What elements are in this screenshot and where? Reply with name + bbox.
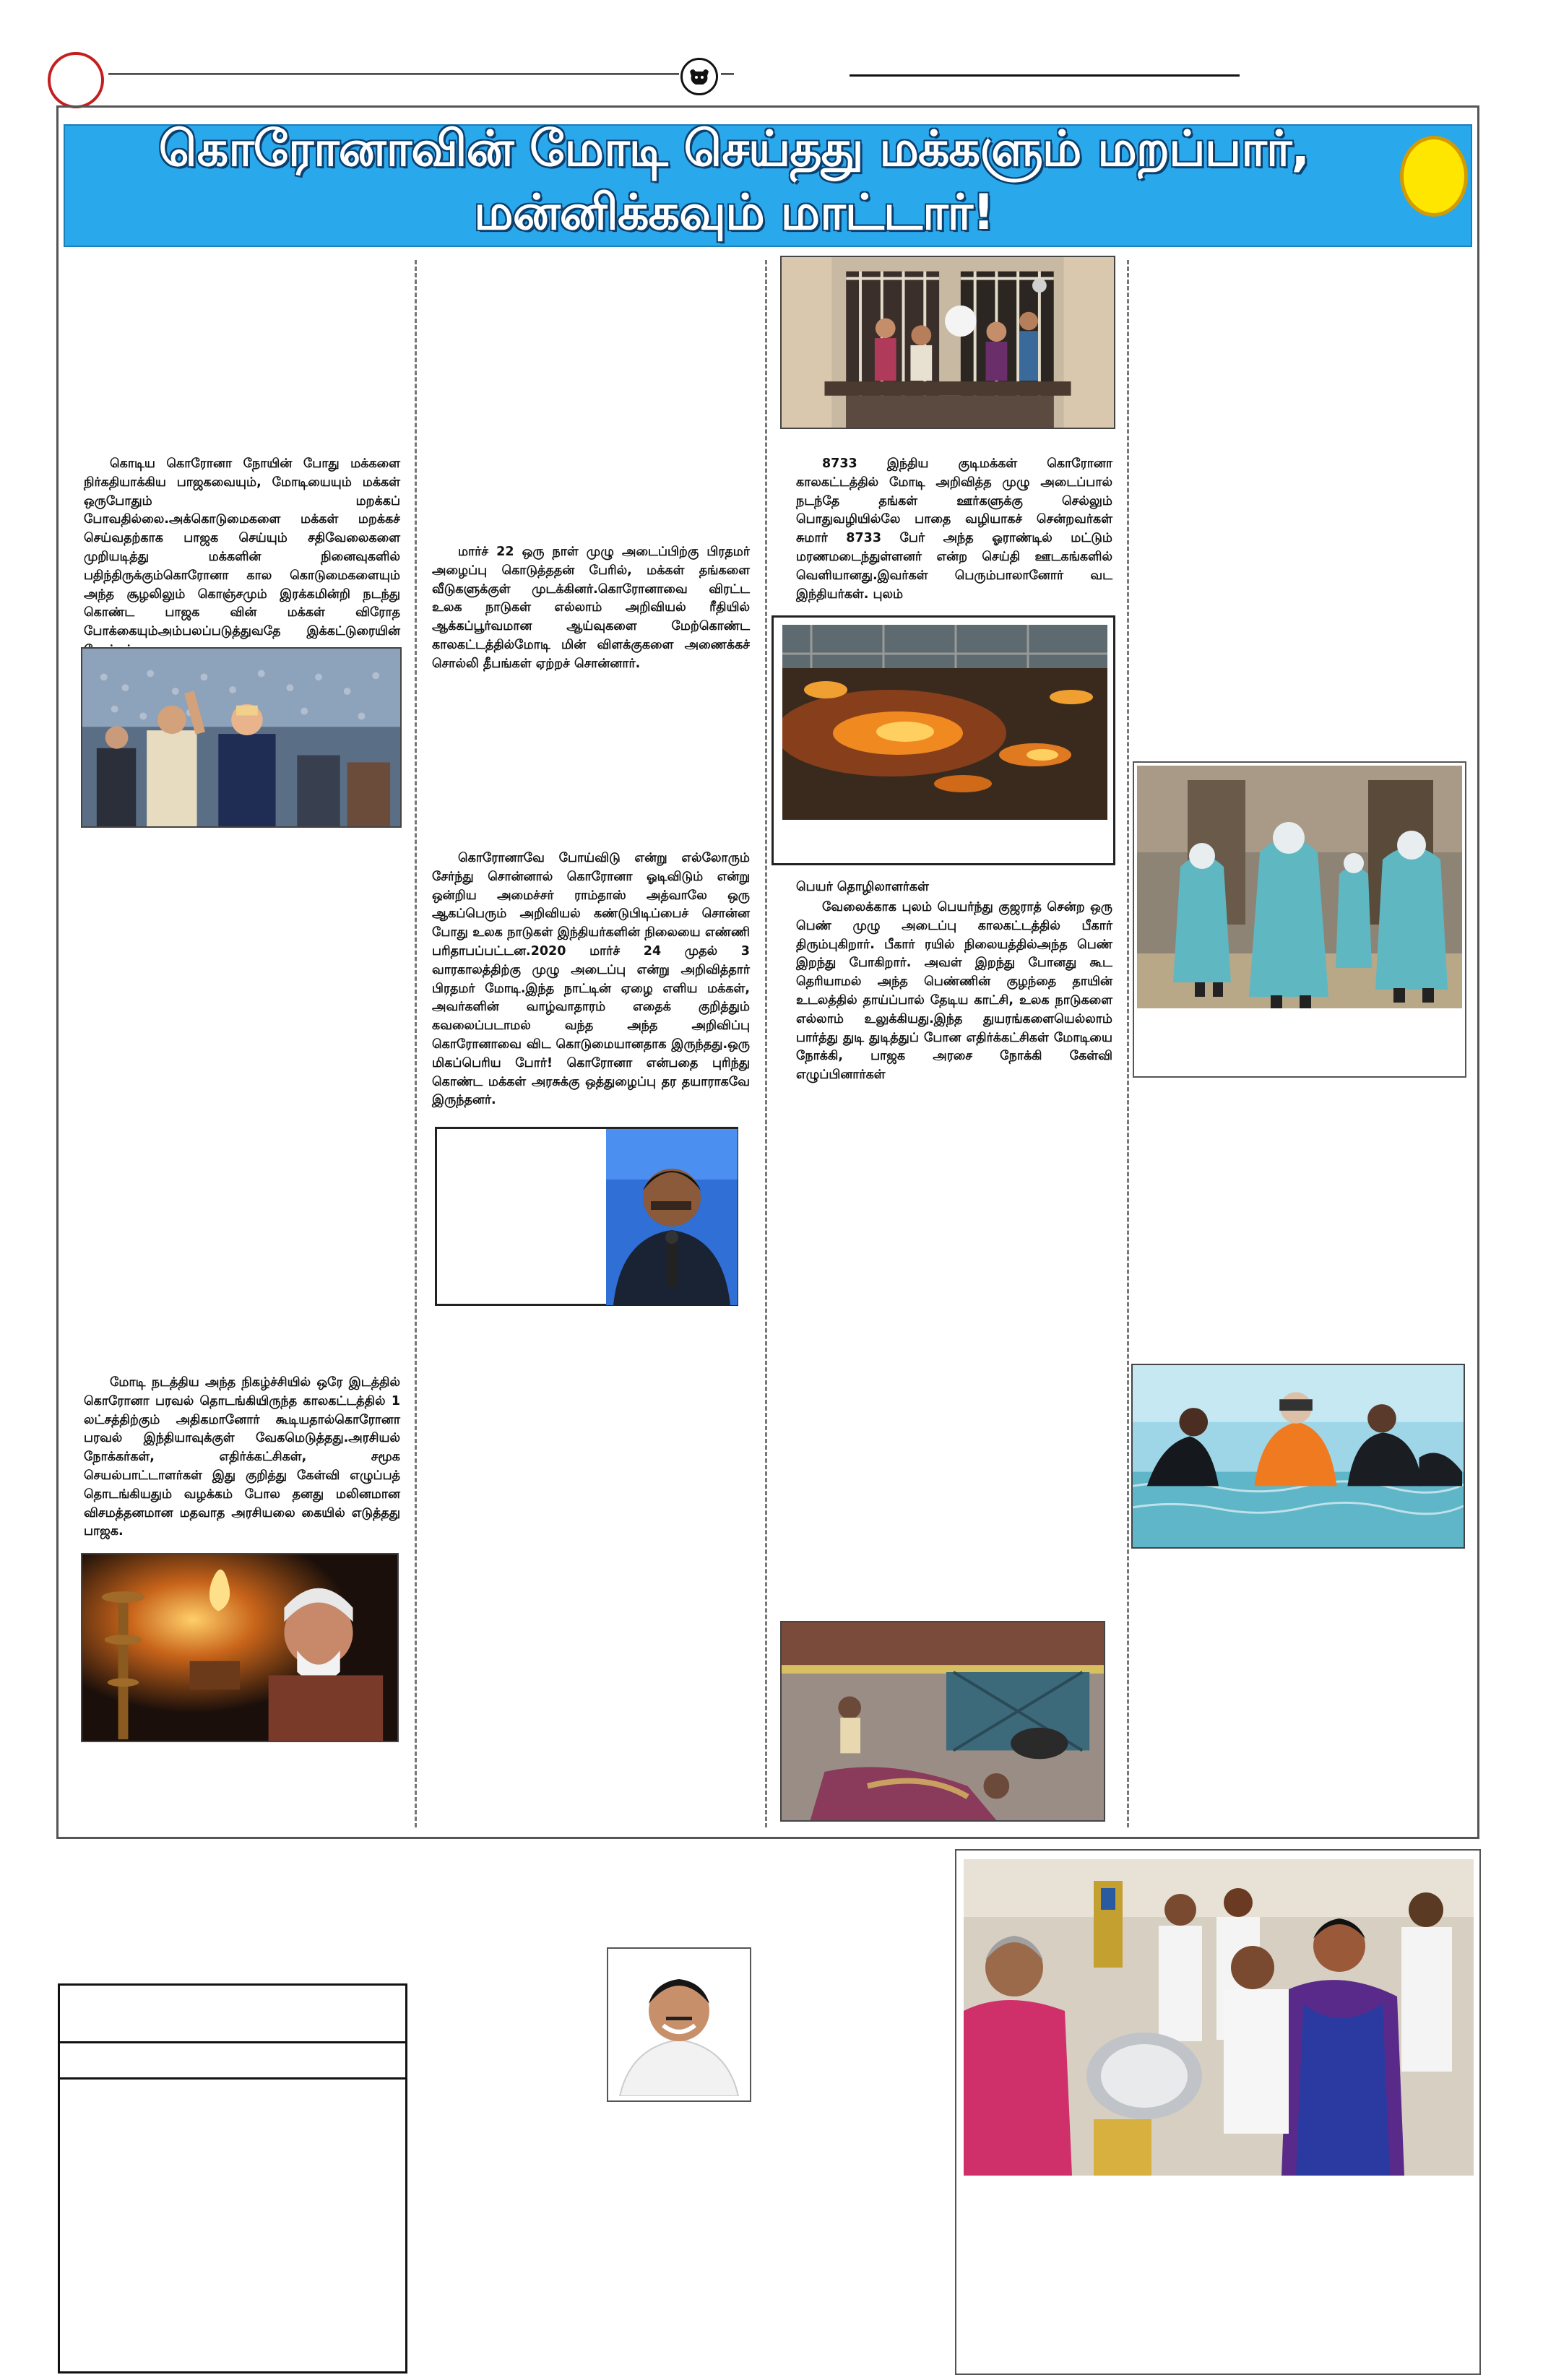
funeral-pyres-photo — [782, 625, 1107, 820]
column-divider — [765, 260, 767, 1827]
ppe-visit-photo — [1137, 766, 1462, 1008]
article-paragraph: வேலைக்காக புலம் பெயர்ந்து குஜராத் சென்ற ஒரு பெண் முழு அடைப்பு காலகட்டத்தில் பீகார் திரும்புகிறார். பீகார் ரயில் நிலையத்தில்அந்த பெண் இறந்து போகிறார். அவள் இறந்து போனது கூட தெரியாமல் அந்த பெண்ணின் குழந்தை தாயின் உடலத்தில் தாய்ப்பால் தேடிய காட்சி, உலக நாடுகளை எல்லாம் உலுக்கியது.இந்த துயரங்களையெல்லாம் பார்த்து துடி துடித்துப் போன எதிர்க்கட்சிகள் மோடியை நோக்கி, பாஜக அரசை நோக்கி கேள்வி எழுப்பினார்கள் — [796, 900, 1112, 1083]
article-paragraph: மார்ச் 22 ஒரு நாள் முழு அடைப்பிற்கு பிரதமர் அழைப்பு கொடுத்ததன் பேரில், மக்கள் தங்களை வீடுகளுக்குள் முடக்கினர்.கொரோனாவை விரட்ட உலக நாடுகள் எல்லாம் அறிவியல் ரீதியில் ஆக்கப்பூர்வமான ஆய்வுகளை மேற்கொண்ட காலகட்டத்தில்மோடி மின் விளக்குகளை அணைக்கச் சொல்லி தீபங்கள் ஏற்றச் சொன்னார். — [432, 545, 750, 671]
smiling-portrait-photo — [613, 1953, 745, 2096]
ad-box-divider — [59, 2077, 406, 2080]
smiling-portrait-photo-box — [607, 1947, 751, 2102]
column-divider — [415, 260, 417, 1827]
bull-emblem-icon — [680, 58, 718, 95]
ppe-visit-photo-box — [1133, 761, 1466, 1078]
column-divider — [1127, 260, 1129, 1827]
article-paragraph: 8733 இந்திய குடிமக்கள் கொரோனா காலகட்டத்தில் மோடி அறிவித்த முழு அடைப்பால் நடந்தே தங்கள் ஊர்களுக்கு செல்லும் பொதுவழியில்லே பாதை வழியாகச் சென்றவர்கள் சுமார் 8733 பேர் அந்த ஓராண்டில் மட்டும் மரணமடைந்துள்ளனர் என்ற செய்தி ஊடகங்களில் வெளியானது.இவர்கள் பெரும்பாலானோர் வட இந்தியர்கள். புலம் — [796, 456, 1112, 602]
masthead-rule-stub — [721, 73, 734, 77]
masthead-rule-right — [850, 74, 1240, 77]
article-paragraph: கொடிய கொரோனா நோயின் போது மக்களை நிர்கதியாக்கிய பாஜகவையும், மோடியையும் மக்கள் ஒருபோதும் மறக்கப் போவதில்லை.அக்கொடுமைகளை மக்கள் மறக்கச் செய்வதற்காக பாஜக செய்யும் சதிவேலைகளை முறியடித்து மக்களின் நினைவுகளில் பதிந்திருக்கும்கொரோனா கால கொடுமைகளையும் அந்த சூழலிலும் கொஞ்சமும் இரக்கமின்றி நடந்து கொண்ட பாஜக வின் மக்கள் விரோத போக்கையும்அம்பலப்படுத்துவதே இக்கட்டுரையின் — [84, 456, 400, 639]
platform-child-photo — [780, 1621, 1105, 1822]
article-paragraph: மோடி நடத்திய அந்த நிகழ்ச்சியில் ஒரே இடத்தில் கொரோனா பரவல் தொடங்கியிருந்த காலகட்டத்தில் 1 லட்சத்திற்கும் அதிகமானோர் கூடியதால்கொரோனா பரவல் இந்தியாவுக்குள் வேகமெடுத்தது.அரசியல் நோக்கர்கள், எதிர்க்கட்சிகள், சமூக செயல்பாட்டாளர்கள் இது குறித்து கேள்வி எழுப்பத் தொடங்கியதும் வழக்கம் போல தனது மலினமான விசமத்தனமான மதவாத அரசியலை கையில் எடுத்தது பாஜக. — [84, 1375, 400, 1539]
sun-icon — [1400, 136, 1468, 217]
rice-distribution-photo-box — [955, 1849, 1481, 2375]
lamp-lighting-photo — [81, 1553, 399, 1742]
article-paragraph-lead: பெயர் தொழிலாளர்கள் — [796, 880, 929, 894]
stadium-rally-photo — [81, 647, 402, 828]
circle-logo-icon — [48, 52, 104, 108]
diving-photo — [1131, 1364, 1465, 1549]
masthead-rule-left — [108, 73, 679, 77]
rice-distribution-photo — [964, 1859, 1474, 2176]
headline: கொரோனாவின் மோடி செய்தது மக்களும் மறப்பார், மன்னிக்கவும் மாட்டார்! — [158, 121, 1310, 241]
ad-box-divider — [59, 2041, 406, 2043]
funeral-pyres-photo-box — [772, 615, 1115, 865]
speaker-photo-box — [435, 1127, 738, 1306]
balcony-family-photo — [780, 256, 1115, 429]
article-paragraph: கொரோனாவே போய்விடு என்று எல்லோரும் சேர்ந்து சொன்னால் கொரோனா ஓடிவிடும் என்று ஒன்றிய அமைச்சர் ராம்தாஸ் அத்வாலே ஒரு ஆகப்பெரும் அறிவியல் கண்டுபிடிப்பைச் சொன்ன போது உலக நாடுகள் இந்தியர்களின் நிலையை எண்ணி பரிதாபப்பட்டன.2020 மார்ச் 24 முதல் 3 வாரகாலத்திற்கு முழு அடைப்பு என்று அறிவித்தார் பிரதமர் மோடி.இந்த நாட்டின் ஏழை எளிய மக்கள், அவர்களின் வாழ்வாதாரம் எதைக் குறித்தும் கவலைப்படாமல் வந்த அந்த அறிவிப்பு கொரோனாவை விட கொடுமையானதாக இருந்தது.ஒரு மிகப்பெரிய போர்! கொரோனா என்பதை புரிந்து கொண்ட மக்கள் அரசுக்கு ஒத்துழைப்பு தர தயாராகவே இருந்தனர். — [432, 851, 750, 1108]
speaker-portrait-photo — [606, 1129, 738, 1305]
